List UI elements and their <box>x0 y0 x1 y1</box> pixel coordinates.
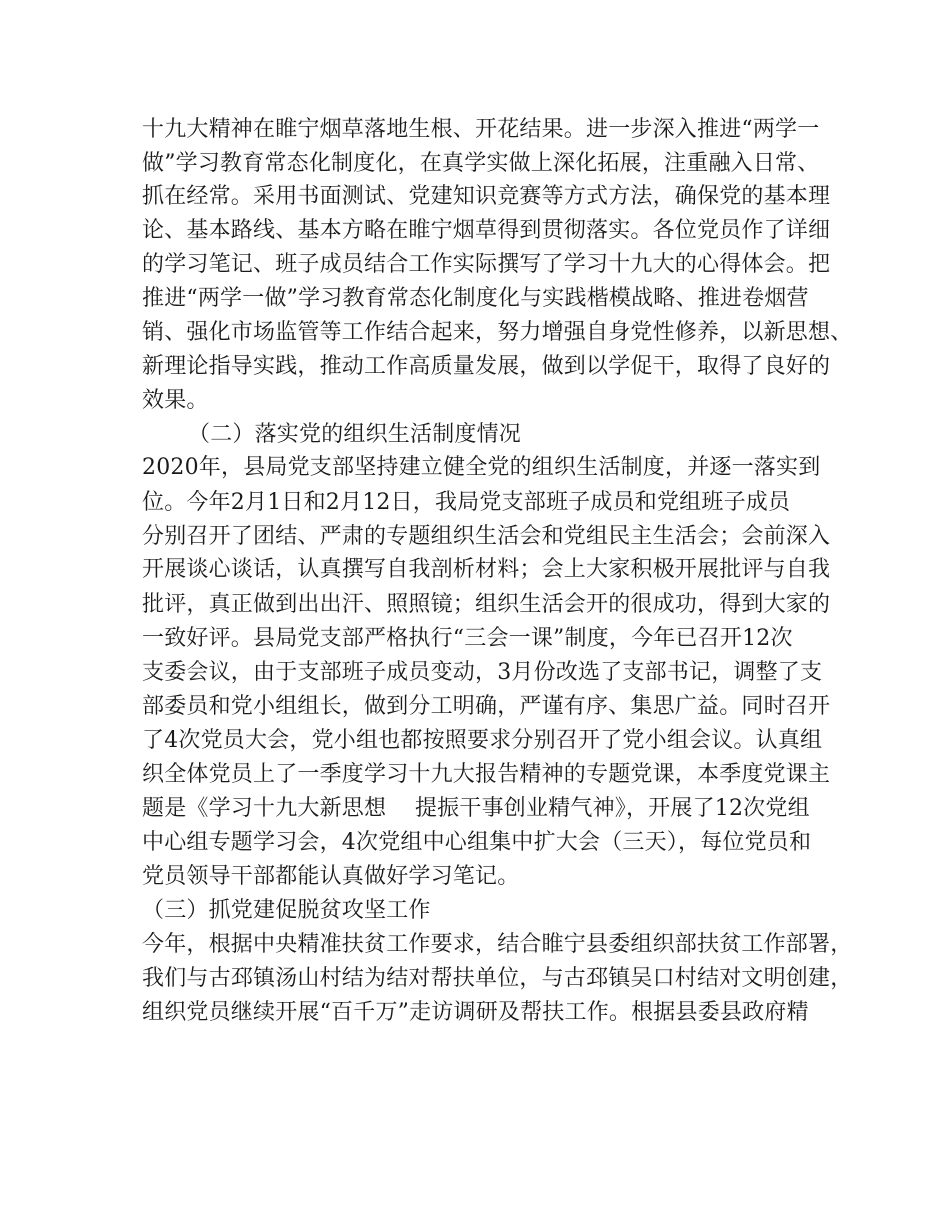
paragraph-line: 分别召开了团结、严肃的专题组织生活会和党组民主生活会；会前深入 <box>142 524 831 549</box>
paragraph-line: 支委会议，由于支部班子成员变动，3月份改选了支部书记，调整了支 <box>142 660 823 685</box>
paragraph-line: 效果。 <box>142 388 209 413</box>
paragraph-line: 十九大精神在睢宁烟草落地生根、开花结果。进一步深入推进“两学一 <box>142 117 820 142</box>
paragraph-line: 推进“两学一做”学习教育常态化制度化与实践楷模战略、推进卷烟营 <box>142 286 809 311</box>
paragraph-line: 的学习笔记、班子成员结合工作实际撰写了学习十九大的心得体会。把 <box>142 252 831 277</box>
paragraph-line: 部委员和党小组组长，做到分工明确，严谨有序、集思广益。同时召开 <box>142 694 831 719</box>
paragraph-line: 做”学习教育常态化制度化，在真学实做上深化拓展，注重融入日常、 <box>142 151 820 176</box>
paragraph-line: 抓在经常。采用书面测试、党建知识竞赛等方式方法，确保党的基本理 <box>142 184 831 209</box>
paragraph-line: 一致好评。县局党支部严格执行“三会一课”制度，今年已召开12次 <box>142 626 793 651</box>
paragraph-line: 2020年，县局党支部坚持建立健全党的组织生活制度，并逐一落实到 <box>142 455 821 480</box>
paragraph-line: 党员领导干部都能认真做好学习笔记。 <box>142 864 520 889</box>
paragraph-line: 我们与古邳镇汤山村结为结对帮扶单位，与古邳镇吴口村结对文明创建， <box>142 966 853 991</box>
paragraph-line: 批评，真正做到出出汗、照照镜；组织生活会开的很成功，得到大家的 <box>142 592 831 617</box>
paragraph-line: 开展谈心谈话，认真撰写自我剖析材料；会上大家积极开展批评与自我 <box>142 557 831 582</box>
paragraph-line: 今年，根据中央精准扶贫工作要求，结合睢宁县委组织部扶贫工作部署， <box>142 932 853 957</box>
paragraph-line: 了4次党员大会，党小组也都按照要求分别召开了党小组会议。认真组 <box>142 728 823 753</box>
section-heading: （二）落实党的组织生活制度情况 <box>188 422 522 447</box>
paragraph-line: 位。今年2月1日和2月12日，我局党支部班子成员和党组班子成员 <box>142 490 791 515</box>
paragraph-line: 题是《学习十九大新思想 提振干事创业精气神》，开展了12次党组 <box>142 796 810 821</box>
paragraph-line: 新理论指导实践，推动工作高质量发展，做到以学促干，取得了良好的 <box>142 354 831 379</box>
paragraph-line: 销、强化市场监管等工作结合起来，努力增强自身党性修养，以新思想、 <box>142 320 853 345</box>
paragraph-line: 织全体党员上了一季度学习十九大报告精神的专题党课，本季度党课主 <box>142 762 831 787</box>
paragraph-line: 组织党员继续开展“百千万”走访调研及帮扶工作。根据县委县政府精 <box>142 1000 809 1025</box>
paragraph-line: 论、基本路线、基本方略在睢宁烟草得到贯彻落实。各位党员作了详细 <box>142 218 831 243</box>
section-heading: （三）抓党建促脱贫攻坚工作 <box>142 898 431 923</box>
paragraph-line: 中心组专题学习会，4次党组中心组集中扩大会（三天），每位党员和 <box>142 830 812 855</box>
